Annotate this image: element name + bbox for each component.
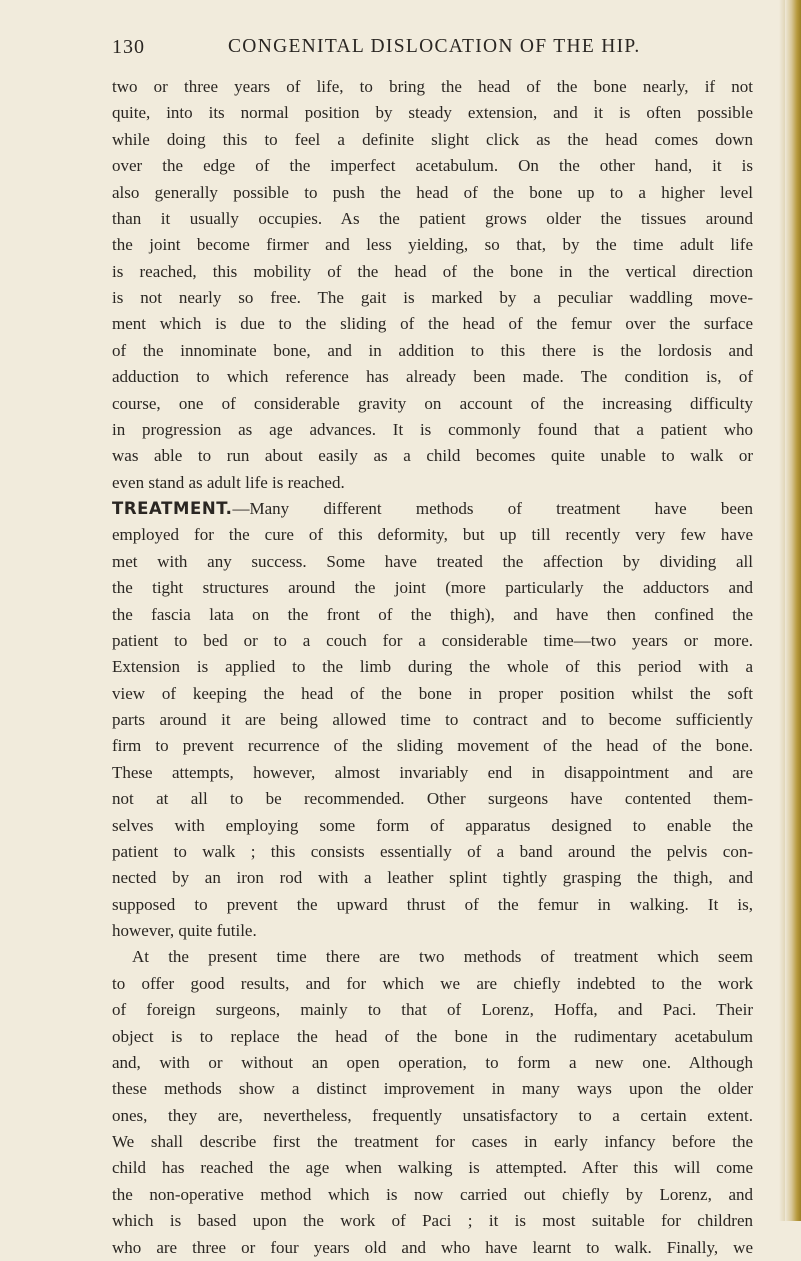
text-line: two or three years of life, to bring the head of the bone nearly, if not bbox=[112, 77, 753, 96]
text-line: view of keeping the head of the bone in proper position whilst the soft bbox=[112, 683, 753, 703]
text-line: We shall describe first the treatment for cases in early infancy before the bbox=[112, 1132, 753, 1151]
text-line: object is to replace the head of the bone in the rudimentary acetabulum bbox=[112, 1026, 753, 1046]
text-line: is not nearly so free. The gait is marked by a peculiar waddling move- bbox=[112, 288, 753, 307]
text-line: met with any success. Some have treated the affection by dividing all bbox=[112, 551, 753, 571]
text-line: not at all to be recommended. Other surgeons have contented them- bbox=[112, 789, 753, 809]
text-line: adduction to which reference has already been made. The condition is, of bbox=[112, 367, 753, 387]
text-line: At the present time there are two methods of treatment which seem bbox=[132, 947, 753, 967]
text-line: course, one of considerable gravity on account of the increasing difficulty bbox=[112, 393, 753, 413]
page-number: 130 bbox=[112, 36, 145, 58]
running-head-title: CONGENITAL DISLOCATION OF THE HIP. bbox=[228, 36, 641, 57]
text-line: of the innominate bone, and in addition to this there is the lordosis and bbox=[112, 340, 753, 360]
body-text bbox=[112, 74, 753, 1261]
text-line: was able to run about easily as a child becomes quite unable to walk or bbox=[112, 446, 753, 466]
text-line: is reached, this mobility of the head of the bone in the vertical direction bbox=[112, 261, 753, 281]
text-line: even stand as adult life is reached. bbox=[112, 472, 345, 492]
text-line: while doing this to feel a definite slight click as the head comes down bbox=[112, 129, 753, 149]
text-line: ones, they are, nevertheless, frequently unsatisfactory to a certain extent. bbox=[112, 1105, 753, 1125]
section-heading: TREATMENT. bbox=[112, 499, 233, 518]
text-line: —Many different methods of treatment have been bbox=[232, 499, 753, 518]
text-line: to offer good results, and for which we are chiefly indebted to the work bbox=[112, 973, 753, 993]
text-line: quite, into its normal position by steady extension, and it is often possible bbox=[112, 103, 753, 123]
text-line: these methods show a distinct improvement in many ways upon the older bbox=[112, 1079, 753, 1099]
text-line: Extension is applied to the limb during the whole of this period with a bbox=[112, 657, 753, 677]
text-line: firm to prevent recurrence of the sliding movement of the head of the bone. bbox=[112, 736, 753, 756]
text-line: who are three or four years old and who have learnt to walk. Finally, we bbox=[112, 1237, 753, 1257]
running-head bbox=[112, 36, 752, 66]
text-line: the fascia lata on the front of the thigh), and have then confined the bbox=[112, 604, 753, 624]
text-line: ment which is due to the sliding of the head of the femur over the surface bbox=[112, 314, 753, 334]
page-edge bbox=[785, 0, 801, 1221]
section-line bbox=[112, 496, 753, 522]
text-line: which is based upon the work of Paci ; it is most suitable for children bbox=[112, 1211, 753, 1231]
text-line: in progression as age advances. It is commonly found that a patient who bbox=[112, 419, 753, 439]
text-line: employed for the cure of this deformity, but up till recently very few have bbox=[112, 525, 753, 545]
text-line: of foreign surgeons, mainly to that of Lorenz, Hoffa, and Paci. Their bbox=[112, 1000, 753, 1020]
text-line: supposed to prevent the upward thrust of the femur in walking. It is, bbox=[112, 894, 753, 914]
text-line: the tight structures around the joint (more particularly the adductors and bbox=[112, 578, 753, 598]
text-line: patient to bed or to a couch for a considerable time—two years or more. bbox=[112, 630, 753, 650]
text-line: patient to walk ; this consists essentially of a band around the pelvis con- bbox=[112, 841, 753, 861]
text-line: however, quite futile. bbox=[112, 921, 257, 940]
text-line: nected by an iron rod with a leather splint tightly grasping the thigh, and bbox=[112, 868, 753, 888]
text-line: These attempts, however, almost invariably end in disappointment and are bbox=[112, 762, 753, 782]
text-line: than it usually occupies. As the patient grows older the tissues around bbox=[112, 208, 753, 228]
text-line: over the edge of the imperfect acetabulum. On the other hand, it is bbox=[112, 156, 753, 176]
text-line: parts around it are being allowed time to contract and to become sufficiently bbox=[112, 710, 753, 729]
text-line: the joint become firmer and less yielding, so that, by the time adult life bbox=[112, 235, 753, 255]
text-line: the non-operative method which is now carried out chiefly by Lorenz, and bbox=[112, 1184, 753, 1204]
text-line: child has reached the age when walking is attempted. After this will come bbox=[112, 1158, 753, 1178]
text-line: selves with employing some form of apparatus designed to enable the bbox=[112, 815, 753, 835]
text-line: also generally possible to push the head of the bone up to a higher level bbox=[112, 182, 753, 202]
text-line: and, with or without an open operation, to form a new one. Although bbox=[112, 1052, 753, 1072]
